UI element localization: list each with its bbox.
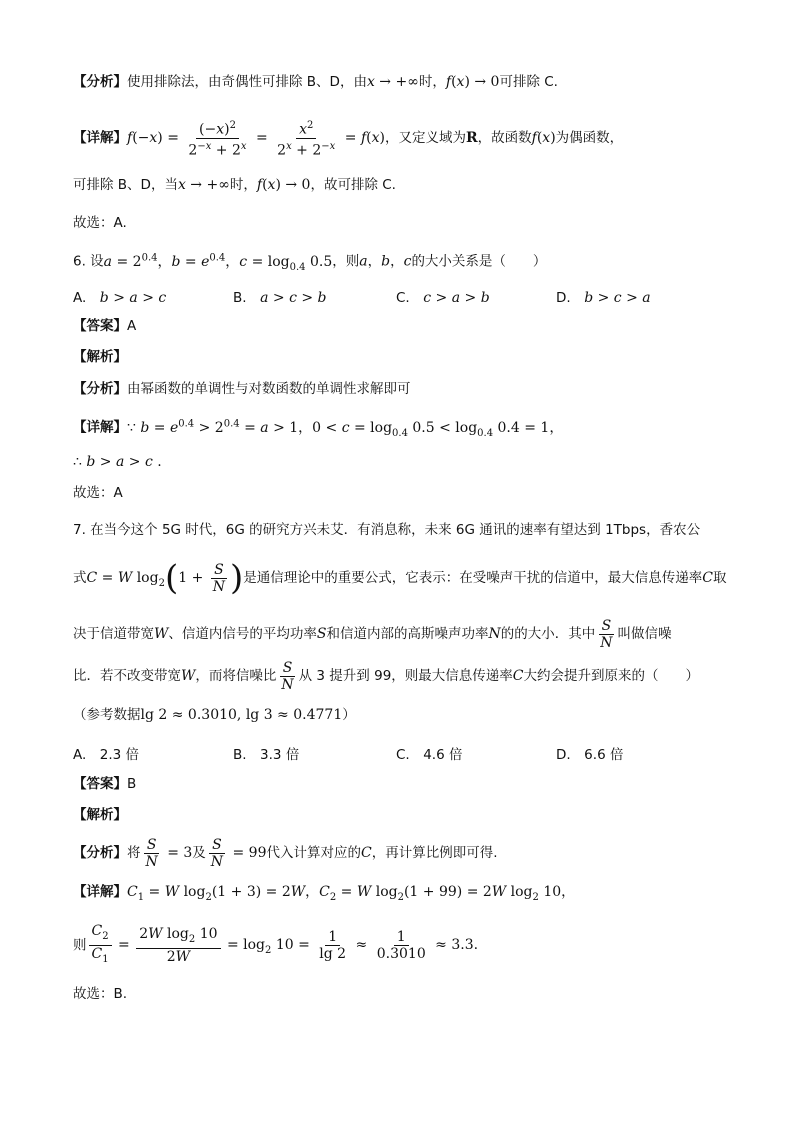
- q7-detail: 【详解】$C_1 = W$ $\log_2(1 + 3) = 2W$，$C_2 = W$ $\log_2(1 + 99) = 2W$ $\log_2 10$，: [73, 884, 576, 903]
- q6-answer: [73, 316, 734, 336]
- q7-answer: 【答案】B: [73, 776, 137, 792]
- q5-detail2-c: ，故可排除 C.: [310, 177, 396, 193]
- q6-answer-value: A: [127, 318, 137, 334]
- q5-analysis: [73, 72, 734, 92]
- q7-stem-line2: 式C = W $\log_2(1$ + $\frac{S}{N}$ )是通信理论中的重要公式，它表示：在受噪声干扰的信道中，最大信息传递率C取: [73, 558, 727, 598]
- q5-real-set: R: [465, 130, 478, 147]
- q7-reference: （参考数据lg 2 ≈ 0.3010, lg 3 ≈ 0.4771）: [73, 707, 356, 723]
- q6-detail: 【详解】∵ $b = e^{0.4} > 2^{0.4} = a > 1$，$0 < c = \log_{0.4} 0.5 < \log_{0.4} 0.4 = 1$，: [73, 418, 564, 439]
- q7-analysis: 【分析】将 $\frac{S}{N}$ = 3及 $\frac{S}{N}$ = 99代入计算对应的C，再计算比例即可得.: [73, 836, 498, 870]
- q5-analysis-text-b: 时，: [418, 74, 446, 90]
- q7-option-a: A. 2.3 倍: [73, 747, 140, 763]
- q7-choice: 故选：B.: [73, 986, 128, 1002]
- q6-option-c: C. c > a > b: [396, 290, 490, 306]
- q7-option-d: D. 6.6 倍: [556, 747, 624, 763]
- q7-shannon-formula: C = W $\log_2(1$ + $\frac{S}{N}$ ): [86, 558, 244, 598]
- q7-option-b: B. 3.3 倍: [233, 747, 300, 763]
- q6-detail-formula: ∵ $b = e^{0.4} > 2^{0.4} = a > 1$，$0 < c = \log_{0.4} 0.5 < \log_{0.4} 0.4 = 1$，: [127, 418, 564, 439]
- q7-stem-line1: 7. 在当今这个 5G 时代，6G 的研究方兴未艾．有消息称，未来 6G 通讯的速率有望达到 1Tbps，香农公: [73, 522, 701, 538]
- q6-stem-prefix: 6. 设: [73, 253, 104, 270]
- q7-stem-line4: 比．若不改变带宽W，而将信噪比 $\frac{S}{N}$ 从 3 提升到 99，则最大信息传递率C大约会提升到原来的（ ）: [73, 659, 700, 693]
- q5-fx-limit: f(x) → 0: [445, 74, 500, 90]
- q7-stem-line3: 决于信道带宽W、信道内信号的平均功率S和信道内部的高斯噪声功率N的的大小．其中 $\frac{S}{N}$ 叫做信噪: [73, 617, 672, 651]
- q5-limit-expr-2: x → +∞: [177, 177, 230, 193]
- q5-analysis-text-a: 使用排除法，由奇偶性可排除 B、D，由: [127, 74, 367, 90]
- q5-detail-text-b: ，故函数: [477, 130, 532, 147]
- q5-fx: f(x): [531, 130, 556, 147]
- q5-detail-text-a: ，又定义域为: [384, 130, 466, 147]
- q7-ratio-formula: $\frac{C_2}{C_1}$ = $\frac{2W \log_2 10}{2W}$ = $\log_2 10$ = $\frac{1}{\lg 2}$ ≈ $\frac{1}{0.3010}$ ≈ 3.3.: [87, 937, 479, 953]
- q6-stem: 6. 设$a = 2^{0.4}$，$b = e^{0.4}$，$c = \log_{0.4} 0.5$，则a，b，c的大小关系是（ ）: [73, 252, 547, 273]
- q5-limit-expr: x → +∞: [366, 74, 419, 90]
- q7-detail-formula: $C_1 = W$ $\log_2(1 + 3) = 2W$，$C_2 = W$ $\log_2(1 + 99) = 2W$ $\log_2 10$，: [127, 884, 576, 903]
- q6-option-d: D. b > c > a: [556, 290, 651, 306]
- q5-formula: f(−x) = $\frac{(-x)^2}{2^{-x} + 2^x}$ = $\frac{x^2}{2^x + 2^{-x}}$ = f(x): [127, 120, 385, 159]
- q5-choice: 故选：A.: [73, 215, 127, 231]
- q5-fx-limit-2: f(x) → 0: [256, 177, 311, 193]
- q5-detail2-a: 可排除 B、D，当: [73, 177, 178, 193]
- q5-analysis-text-c: 可排除 C.: [499, 74, 558, 90]
- q6-stem-suffix: 的大小关系是（ ）: [411, 253, 547, 270]
- q6-option-a: A. b > a > c: [73, 290, 167, 306]
- q7-answer-value: B: [127, 776, 137, 792]
- q7-jiexi: 【解析】: [73, 807, 127, 823]
- q6-analysis-text: 由幂函数的单调性与对数函数的单调性求解即可: [127, 381, 411, 397]
- q7-option-c: C. 4.6 倍: [396, 747, 463, 763]
- q5-detail-2: [73, 175, 734, 195]
- analysis-tag: 【分析】: [73, 74, 127, 90]
- q6-choice: 故选：A: [73, 485, 123, 501]
- detail-tag: 【详解】: [73, 130, 127, 147]
- q7-ratio: 则 $\frac{C_2}{C_1}$ = $\frac{2W \log_2 10}{2W}$ = $\log_2 10$ = $\frac{1}{\lg 2}$ ≈ $\frac{1}{0.3010}$ ≈ 3.3.: [73, 923, 479, 965]
- q5-detail: [73, 118, 734, 158]
- q6-analysis: 【分析】由幂函数的单调性与对数函数的单调性求解即可: [73, 381, 411, 397]
- q6-option-b: B. a > c > b: [233, 290, 327, 306]
- q6-conclusion: ∴ b > a > c .: [73, 454, 162, 470]
- answer-tag: 【答案】: [73, 318, 127, 334]
- q5-detail-text-c: 为偶函数，: [555, 130, 624, 147]
- q6-definitions: $a = 2^{0.4}$，$b = e^{0.4}$，$c = \log_{0.4} 0.5$: [103, 252, 333, 273]
- q6-jiexi: 【解析】: [73, 349, 127, 365]
- q5-detail2-b: 时，: [229, 177, 257, 193]
